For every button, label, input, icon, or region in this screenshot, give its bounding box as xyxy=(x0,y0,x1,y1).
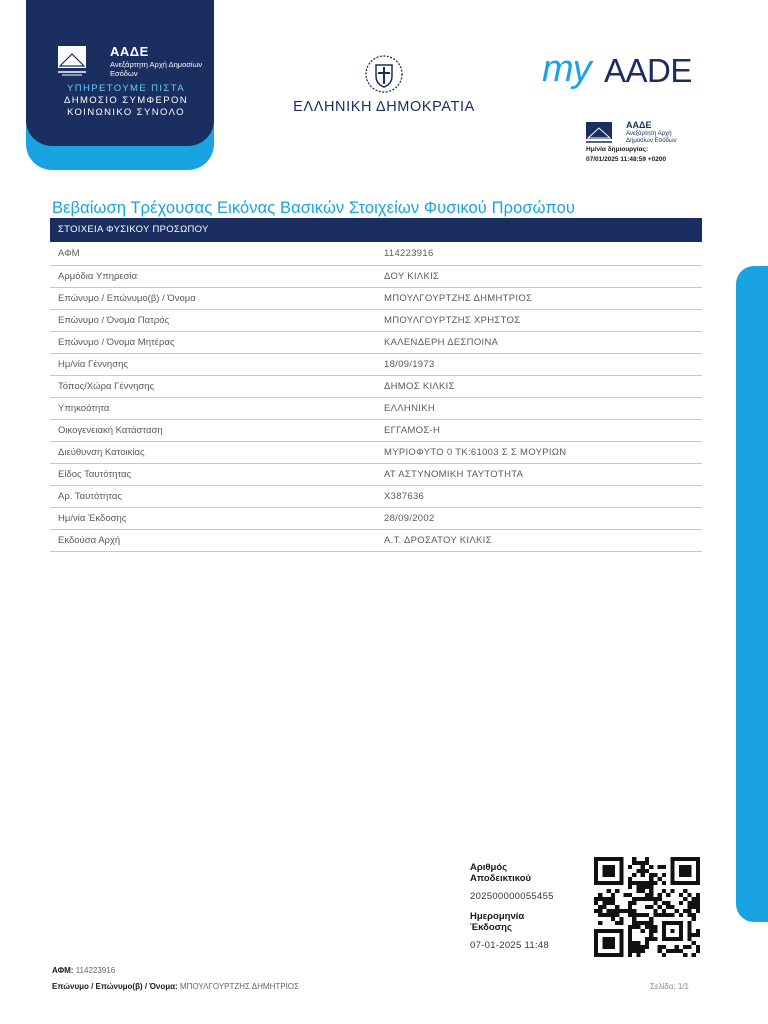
myaade-aade: AADE xyxy=(604,52,692,89)
row-label: Ημ/νία Γέννησης xyxy=(50,353,384,375)
section-header: ΣΤΟΙΧΕΙΑ ΦΥΣΙΚΟΥ ΠΡΟΣΩΠΟΥ xyxy=(50,218,702,242)
table-row xyxy=(50,507,702,529)
certificate-number: 202500000055455 xyxy=(470,891,554,902)
table-row xyxy=(50,419,702,441)
table-row xyxy=(50,463,702,485)
row-value: ΜΥΡΙΟΦΥΤΟ 0 ΤΚ:61003 Σ Σ ΜΟΥΡΙΩΝ xyxy=(384,441,702,463)
issue-date: 07-01-2025 11:48 xyxy=(470,940,550,951)
row-label: Αρ. Ταυτότητας xyxy=(50,485,384,507)
republic-title: ΕΛΛΗΝΙΚΗ ΔΗΜΟΚΡΑΤΙΑ xyxy=(293,99,475,115)
aade-brand-subtitle: Ανεξάρτητη Αρχή Δημοσίων Εσόδων xyxy=(110,60,203,78)
row-value: ΕΓΓΑΜΟΣ-Η xyxy=(384,419,702,441)
certificate-number-label: Αριθμός Αποδεικτικού xyxy=(470,862,532,884)
row-value: Χ387636 xyxy=(384,485,702,507)
row-value: ΕΛΛΗΝΙΚΗ xyxy=(384,397,702,419)
row-label: Ημ/νία Έκδοσης xyxy=(50,507,384,529)
table-row xyxy=(50,375,702,397)
page-number: Σελίδα: 1/1 xyxy=(650,982,689,991)
row-label: Είδος Ταυτότητας xyxy=(50,463,384,485)
row-value: 28/09/2002 xyxy=(384,507,702,529)
myaade-my: my xyxy=(542,48,591,90)
footer-afm-label: ΑΦΜ: xyxy=(52,966,74,975)
table-row xyxy=(50,287,702,309)
table-row xyxy=(50,485,702,507)
row-value: Α.Τ. ΔΡΟΣΑΤΟΥ ΚΙΛΚΙΣ xyxy=(384,529,702,551)
slogan-line-1: ΥΠΗΡΕΤΟΥΜΕ ΠΙΣΤΑ xyxy=(67,83,185,94)
document-title: Βεβαίωση Τρέχουσας Εικόνας Βασικών Στοιχείων Φυσικού Προσώπου xyxy=(52,199,576,217)
row-value: ΜΠΟΥΛΓΟΥΡΤΖΗΣ ΔΗΜΗΤΡΙΟΣ xyxy=(384,287,702,309)
footer-afm-value: 114223916 xyxy=(75,966,116,975)
slogan-line-2: ΔΗΜΟΣΙΟ ΣΥΜΦΕΡΟΝ xyxy=(63,95,189,106)
row-label: Εκδούσα Αρχή xyxy=(50,529,384,551)
row-value: ΔΗΜΟΣ ΚΙΛΚΙΣ xyxy=(384,375,702,397)
aade-logo-icon xyxy=(58,46,86,76)
row-label: Διεύθυνση Κατοικίας xyxy=(50,441,384,463)
row-value: ΜΠΟΥΛΓΟΥΡΤΖΗΣ ΧΡΗΣΤΟΣ xyxy=(384,309,702,331)
slogan-line-3: ΚΟΙΝΩΝΙΚΟ ΣΥΝΟΛΟ xyxy=(67,107,185,118)
table-row xyxy=(50,309,702,331)
issue-date-label: Ημερομηνία Έκδοσης xyxy=(470,911,525,933)
table-row xyxy=(50,243,702,265)
row-label: ΑΦΜ xyxy=(50,243,384,265)
row-value: 18/09/1973 xyxy=(384,353,702,375)
table-row xyxy=(50,331,702,353)
table-row xyxy=(50,529,702,551)
row-value: 114223916 xyxy=(384,243,702,265)
side-decoration xyxy=(736,266,768,922)
table-row xyxy=(50,353,702,375)
row-value: ΔΟΥ ΚΙΛΚΙΣ xyxy=(384,265,702,287)
aade-banner xyxy=(26,0,214,146)
aade-brand: ΑΑΔΕ xyxy=(110,44,149,59)
table-row xyxy=(50,441,702,463)
qr-code-icon xyxy=(594,857,700,957)
table-row xyxy=(50,265,702,287)
table-row xyxy=(50,397,702,419)
footer-name-value: ΜΠΟΥΛΓΟΥΡΤΖΗΣ ΔΗΜΗΤΡΙΟΣ xyxy=(179,982,299,991)
created-label: Ημ/νία δημιουργίας: xyxy=(586,146,649,153)
row-label: Επώνυμο / Επώνυμο(β) / Όνομα xyxy=(50,287,384,309)
row-label: Οικογενειακή Κατάσταση xyxy=(50,419,384,441)
footer-name xyxy=(52,982,299,991)
footer-afm xyxy=(52,966,115,975)
row-label: Τόπος/Χώρα Γέννησης xyxy=(50,375,384,397)
row-label: Επώνυμο / Όνομα Μητέρας xyxy=(50,331,384,353)
aade-mini-subtitle: Ανεξάρτητη Αρχή Δημοσίων Εσόδων xyxy=(626,131,677,144)
row-value: ΑΤ ΑΣΤΥΝΟΜΙΚΗ ΤΑΥΤΟΤΗΤΑ xyxy=(384,463,702,485)
person-info-table xyxy=(50,243,702,552)
row-label: Επώνυμο / Όνομα Πατρός xyxy=(50,309,384,331)
aade-mini-logo-icon xyxy=(586,122,612,144)
row-label: Υπηκοότητα xyxy=(50,397,384,419)
greek-emblem-icon xyxy=(364,54,404,94)
footer-name-label: Επώνυμο / Επώνυμο(β) / Όνομα: xyxy=(52,982,178,991)
row-label: Αρμόδια Υπηρεσία xyxy=(50,265,384,287)
created-value: 07/01/2025 11:48:59 +0200 xyxy=(586,156,667,163)
row-value: ΚΑΛΕΝΔΕΡΗ ΔΕΣΠΟΙΝΑ xyxy=(384,331,702,353)
aade-mini-brand: ΑΑΔΕ xyxy=(626,120,652,130)
